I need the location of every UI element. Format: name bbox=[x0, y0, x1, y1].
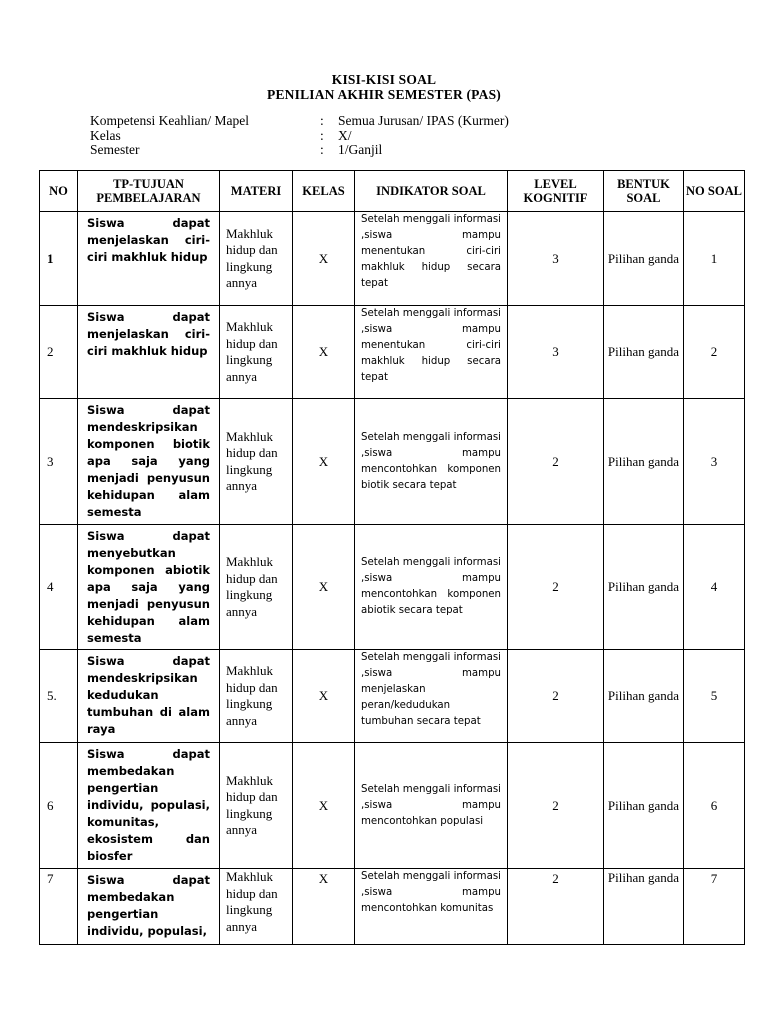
row-indikator: Setelah menggali informasi ,siswa mampu menjelaskan peran/kedudukan tumbuhan secara tepat bbox=[355, 650, 508, 743]
header-no-soal: NO SOAL bbox=[684, 171, 745, 212]
row-no: 4 bbox=[40, 525, 78, 650]
info-colon: : bbox=[320, 113, 324, 128]
row-tp: Siswa dapat menjelaskan ciri-ciri makhluk hidup bbox=[78, 306, 220, 399]
row-no: 1 bbox=[40, 212, 78, 306]
row-bentuk: Pilihan ganda bbox=[604, 525, 684, 650]
table-row bbox=[40, 212, 745, 306]
info-row-semester bbox=[90, 143, 509, 158]
row-materi: Makhluk hidup dan lingkung annya bbox=[220, 869, 293, 945]
row-materi: Makhluk hidup dan lingkung annya bbox=[220, 650, 293, 743]
row-indikator: Setelah menggali informasi ,siswa mampu mencontohkan populasi bbox=[355, 743, 508, 869]
document-info bbox=[90, 114, 509, 158]
kisi-kisi-table bbox=[39, 170, 745, 945]
row-materi: Makhluk hidup dan lingkung annya bbox=[220, 306, 293, 399]
row-indikator: Setelah menggali informasi ,siswa mampu mencontohkan komponen biotik secara tepat bbox=[355, 399, 508, 525]
header-level: LEVEL KOGNITIF bbox=[508, 171, 604, 212]
row-tp: Siswa dapat menjelaskan ciri-ciri makhluk hidup bbox=[78, 212, 220, 306]
row-indikator: Setelah menggali informasi ,siswa mampu menentukan ciri-ciri makhluk hidup secara tepat bbox=[355, 306, 508, 399]
row-level: 2 bbox=[508, 399, 604, 525]
header-bentuk: BENTUK SOAL bbox=[604, 171, 684, 212]
header-kelas: KELAS bbox=[293, 171, 355, 212]
header-indikator: INDIKATOR SOAL bbox=[355, 171, 508, 212]
row-no-soal: 7 bbox=[684, 869, 745, 945]
row-materi: Makhluk hidup dan lingkung annya bbox=[220, 525, 293, 650]
table-header-row bbox=[40, 171, 745, 212]
row-kelas: X bbox=[293, 212, 355, 306]
info-colon: : bbox=[320, 127, 324, 143]
row-no: 5. bbox=[40, 650, 78, 743]
table-row bbox=[40, 869, 745, 945]
table-row bbox=[40, 743, 745, 869]
row-bentuk: Pilihan ganda bbox=[604, 399, 684, 525]
row-tp: Siswa dapat mendeskripsikan komponen biotik apa saja yang menjadi penyusun kehidupan alam semesta bbox=[78, 399, 220, 525]
row-level: 3 bbox=[508, 306, 604, 399]
info-value: X/ bbox=[338, 127, 352, 143]
row-no: 6 bbox=[40, 743, 78, 869]
row-no: 7 bbox=[40, 869, 78, 945]
row-tp: Siswa dapat menyebutkan komponen abiotik apa saja yang menjadi penyusun kehidupan alam semesta bbox=[78, 525, 220, 650]
row-no-soal: 1 bbox=[684, 212, 745, 306]
row-indikator: Setelah menggali informasi ,siswa mampu menentukan ciri-ciri makhluk hidup secara tepat bbox=[355, 212, 508, 306]
row-bentuk: Pilihan ganda bbox=[604, 212, 684, 306]
row-bentuk: Pilihan ganda bbox=[604, 306, 684, 399]
row-level: 2 bbox=[508, 650, 604, 743]
row-kelas: X bbox=[293, 869, 355, 945]
row-kelas: X bbox=[293, 650, 355, 743]
row-level: 3 bbox=[508, 212, 604, 306]
row-bentuk: Pilihan ganda bbox=[604, 869, 684, 945]
info-label: Kompetensi Keahlian/ Mapel bbox=[90, 113, 249, 128]
row-level: 2 bbox=[508, 869, 604, 945]
row-no-soal: 6 bbox=[684, 743, 745, 869]
row-no: 3 bbox=[40, 399, 78, 525]
table-row bbox=[40, 399, 745, 525]
row-kelas: X bbox=[293, 399, 355, 525]
document-subtitle: PENILIAN AKHIR SEMESTER (PAS) bbox=[267, 87, 501, 102]
row-level: 2 bbox=[508, 525, 604, 650]
row-no-soal: 2 bbox=[684, 306, 745, 399]
table-row bbox=[40, 650, 745, 743]
row-tp: Siswa dapat membedakan pengertian individu, populasi, komunitas, ekosistem dan biosfer bbox=[78, 743, 220, 869]
row-materi: Makhluk hidup dan lingkung annya bbox=[220, 399, 293, 525]
row-tp: Siswa dapat mendeskripsikan kedudukan tumbuhan di alam raya bbox=[78, 650, 220, 743]
info-label: Semester bbox=[90, 142, 140, 157]
row-kelas: X bbox=[293, 743, 355, 869]
info-row-kelas bbox=[90, 129, 509, 144]
row-no-soal: 4 bbox=[684, 525, 745, 650]
row-kelas: X bbox=[293, 306, 355, 399]
row-indikator: Setelah menggali informasi ,siswa mampu mencontohkan komunitas bbox=[355, 869, 508, 945]
row-level: 2 bbox=[508, 743, 604, 869]
row-indikator: Setelah menggali informasi ,siswa mampu mencontohkan komponen abiotik secara tepat bbox=[355, 525, 508, 650]
info-label: Kelas bbox=[90, 127, 121, 143]
header-materi: MATERI bbox=[220, 171, 293, 212]
row-no-soal: 5 bbox=[684, 650, 745, 743]
row-bentuk: Pilihan ganda bbox=[604, 650, 684, 743]
row-no-soal: 3 bbox=[684, 399, 745, 525]
row-no: 2 bbox=[40, 306, 78, 399]
header-tp: TP-TUJUAN PEMBELAJARAN bbox=[78, 171, 220, 212]
document-title: KISI-KISI SOAL bbox=[331, 72, 437, 87]
table-row bbox=[40, 525, 745, 650]
row-kelas: X bbox=[293, 525, 355, 650]
info-value: 1/Ganjil bbox=[338, 142, 383, 157]
row-bentuk: Pilihan ganda bbox=[604, 743, 684, 869]
row-materi: Makhluk hidup dan lingkung annya bbox=[220, 212, 293, 306]
info-row-kompetensi bbox=[90, 114, 509, 129]
row-tp: Siswa dapat membedakan pengertian individu, populasi, bbox=[78, 869, 220, 945]
table-row bbox=[40, 306, 745, 399]
info-value: Semua Jurusan/ IPAS (Kurmer) bbox=[338, 113, 509, 128]
info-colon: : bbox=[320, 142, 324, 157]
row-materi: Makhluk hidup dan lingkung annya bbox=[220, 743, 293, 869]
header-no: NO bbox=[40, 171, 78, 212]
